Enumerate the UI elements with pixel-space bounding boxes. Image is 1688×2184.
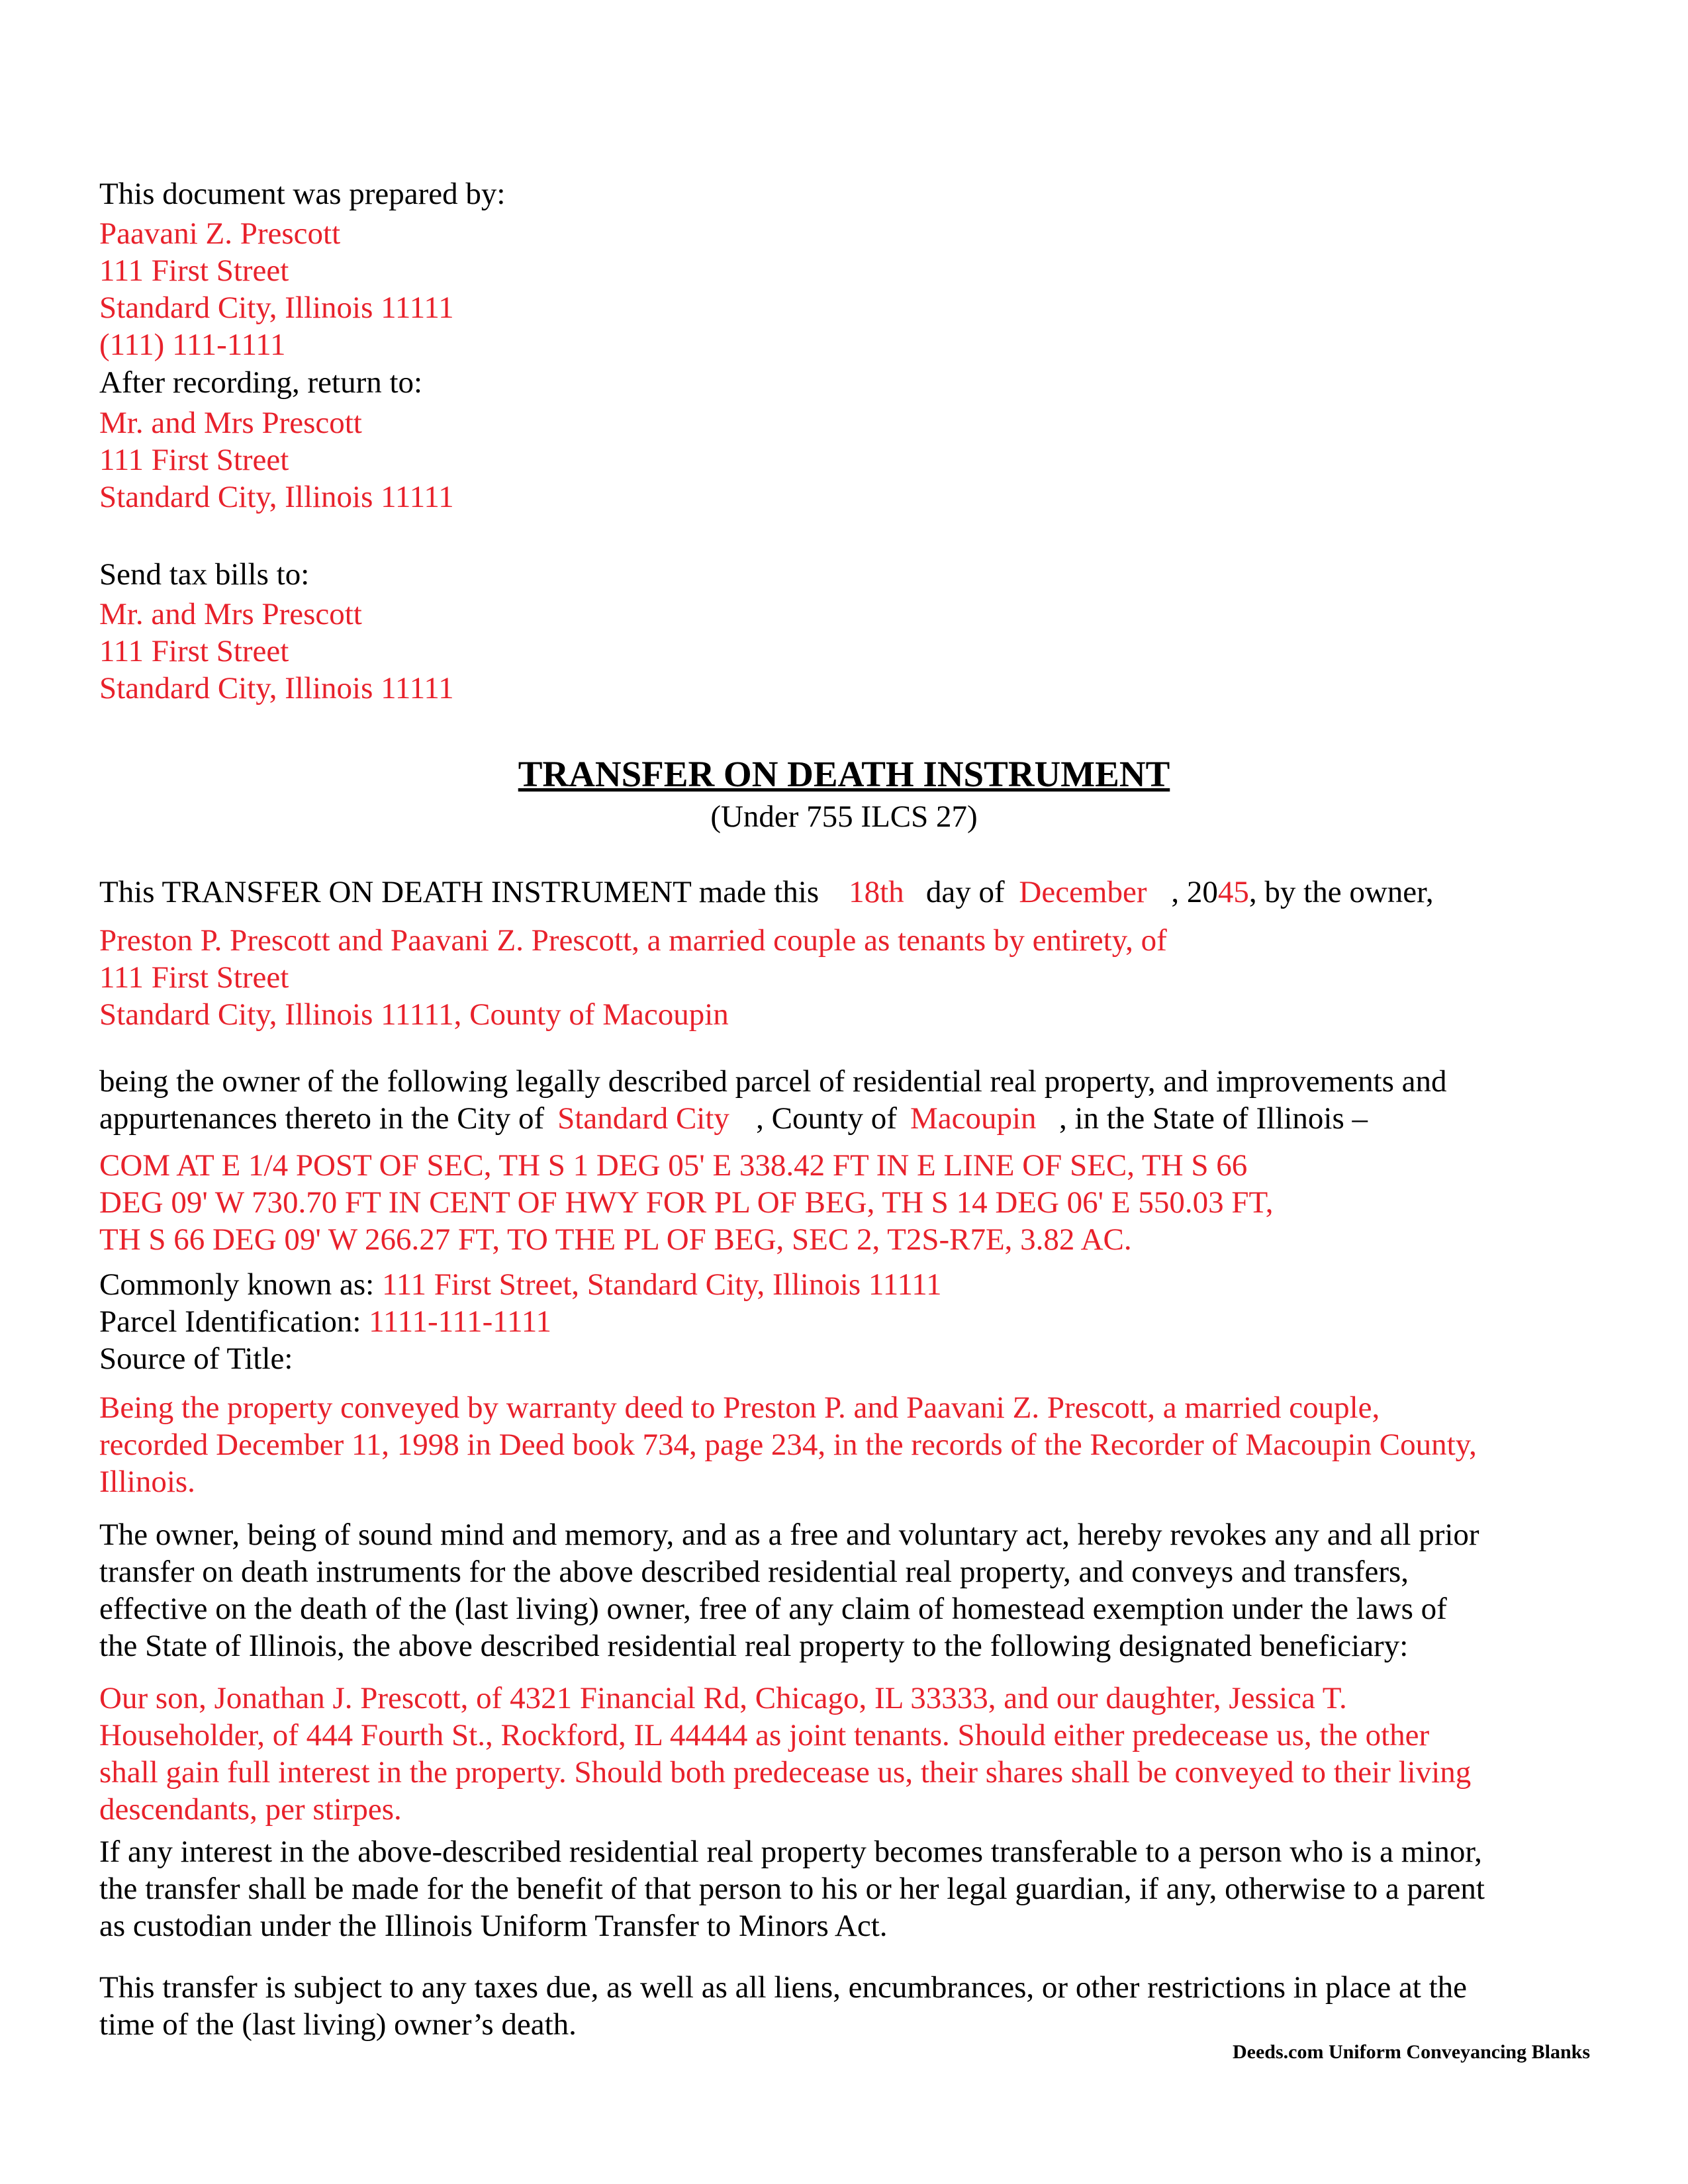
property-county: Macoupin [910,1101,1037,1136]
minor-line: the transfer shall be made for the benefit of that person to his or her legal guardian, if any, otherwise to a parent [99,1872,1485,1906]
property-intro-line-2 [99,1100,1447,1137]
return-to-name: Mr. and Mrs Prescott [99,406,362,440]
owner-line-2: 111 First Street [99,960,289,995]
preparer-street: 111 First Street [99,253,289,288]
legal-description [99,1147,1273,1258]
parcel-row [99,1303,941,1340]
beneficiary-line: descendants, per stirpes. [99,1792,402,1827]
revocation-line: The owner, being of sound mind and memory, and as a free and voluntary act, hereby revokes any and all prior [99,1518,1479,1552]
return-to-block [99,364,422,401]
document-title: TRANSFER ON DEATH INSTRUMENT [518,754,1170,794]
legal-line: DEG 09' W 730.70 FT IN CENT OF HWY FOR PL OF BEG, TH S 14 DEG 06' E 550.03 FT, [99,1185,1274,1220]
common-label: Commonly known as: [99,1267,375,1302]
revocation-paragraph [99,1516,1479,1664]
subject-line: This transfer is subject to any taxes due, as well as all liens, encumbrances, or other restrictions in place at the [99,1970,1468,2005]
intro-line [99,874,1434,911]
prepared-by-label: This document was prepared by: [99,177,506,211]
intro-day: 18th [849,875,904,909]
tax-bills-name: Mr. and Mrs Prescott [99,597,362,631]
owner-line-1: Preston P. Prescott and Paavani Z. Prescott, a married couple as tenants by entirety, of [99,923,1167,958]
source-line: Illinois. [99,1465,195,1499]
return-to-street: 111 First Street [99,443,289,477]
tax-bills-city: Standard City, Illinois 11111 [99,671,454,705]
property-identifiers [99,1266,941,1377]
tax-bills-block [99,556,309,593]
parcel-label: Parcel Identification: [99,1304,361,1339]
property-city: Standard City [557,1101,729,1136]
minor-line: If any interest in the above-described residential real property becomes transferable to a person who is a minor, [99,1835,1482,1869]
common-address-row [99,1266,941,1303]
tax-bills-label: Send tax bills to: [99,557,310,592]
parcel-value: 1111-111-1111 [369,1304,552,1339]
revocation-line: the State of Illinois, the above described residential real property to the following designated beneficiary: [99,1629,1409,1663]
beneficiary-designation [99,1680,1471,1828]
return-to-address [99,404,454,516]
return-to-label: After recording, return to: [99,365,423,400]
revocation-line: effective on the death of the (last living) owner, free of any claim of homestead exemption under the laws of [99,1592,1447,1626]
tax-bills-street: 111 First Street [99,634,289,668]
footer-credit: Deeds.com Uniform Conveyancing Blanks [1232,2041,1590,2063]
minor-paragraph [99,1833,1485,1944]
property-intro-text-c: , in the State of Illinois – [1058,1101,1368,1136]
legal-line: TH S 66 DEG 09' W 266.27 FT, TO THE PL OF BEG, SEC 2, T2S-R7E, 3.82 AC. [99,1222,1132,1257]
intro-text-3: , 20 [1171,875,1218,909]
source-line: Being the property conveyed by warranty deed to Preston P. and Paavani Z. Prescott, a married couple, [99,1390,1380,1425]
source-line: recorded December 11, 1998 in Deed book 734, page 234, in the records of the Recorder of Macoupin County, [99,1428,1477,1462]
intro-month: December [1019,875,1147,909]
tax-bills-address [99,596,454,707]
property-intro-text-a: appurtenances thereto in the City of [99,1101,545,1136]
beneficiary-line: Our son, Jonathan J. Prescott, of 4321 Financial Rd, Chicago, IL 33333, and our daughter, Jessica T. [99,1681,1347,1715]
intro-year: 45 [1217,875,1249,909]
revocation-line: transfer on death instruments for the above described residential real property, and conveys and transfers, [99,1555,1409,1589]
return-to-city: Standard City, Illinois 11111 [99,480,454,514]
source-of-title [99,1389,1477,1500]
intro-text-1: This TRANSFER ON DEATH INSTRUMENT made this [99,875,820,909]
preparer-city: Standard City, Illinois 11111 [99,291,454,325]
preparer-address [99,215,454,363]
property-intro-text-b: , County of [756,1101,897,1136]
beneficiary-line: shall gain full interest in the property. Should both predecease us, their shares shall be conveyed to their living [99,1755,1472,1790]
common-value: 111 First Street, Standard City, Illinois 11111 [381,1267,942,1302]
owner-line-3: Standard City, Illinois 11111, County of Macoupin [99,997,729,1032]
subject-paragraph [99,1969,1467,2043]
legal-line: COM AT E 1/4 POST OF SEC, TH S 1 DEG 05' E 338.42 FT IN E LINE OF SEC, TH S 66 [99,1148,1248,1183]
preparer-name: Paavani Z. Prescott [99,216,341,251]
preparer-phone: (111) 111-1111 [99,328,286,362]
prepared-by-block [99,175,505,212]
beneficiary-line: Householder, of 444 Fourth St., Rockford, IL 44444 as joint tenants. Should either predecease us, the other [99,1718,1430,1752]
property-intro [99,1063,1447,1137]
intro-text-2: day of [925,875,1005,909]
document-subtitle: (Under 755 ILCS 27) [710,799,978,834]
owner-block [99,922,1167,1033]
minor-line: as custodian under the Illinois Uniform Transfer to Minors Act. [99,1909,888,1943]
source-label: Source of Title: [99,1342,293,1376]
subject-line: time of the (last living) owner’s death. [99,2007,577,2042]
intro-text-4: , by the owner, [1248,875,1434,909]
property-intro-line-1: being the owner of the following legally described parcel of residential real property, and improvements and [99,1064,1447,1099]
